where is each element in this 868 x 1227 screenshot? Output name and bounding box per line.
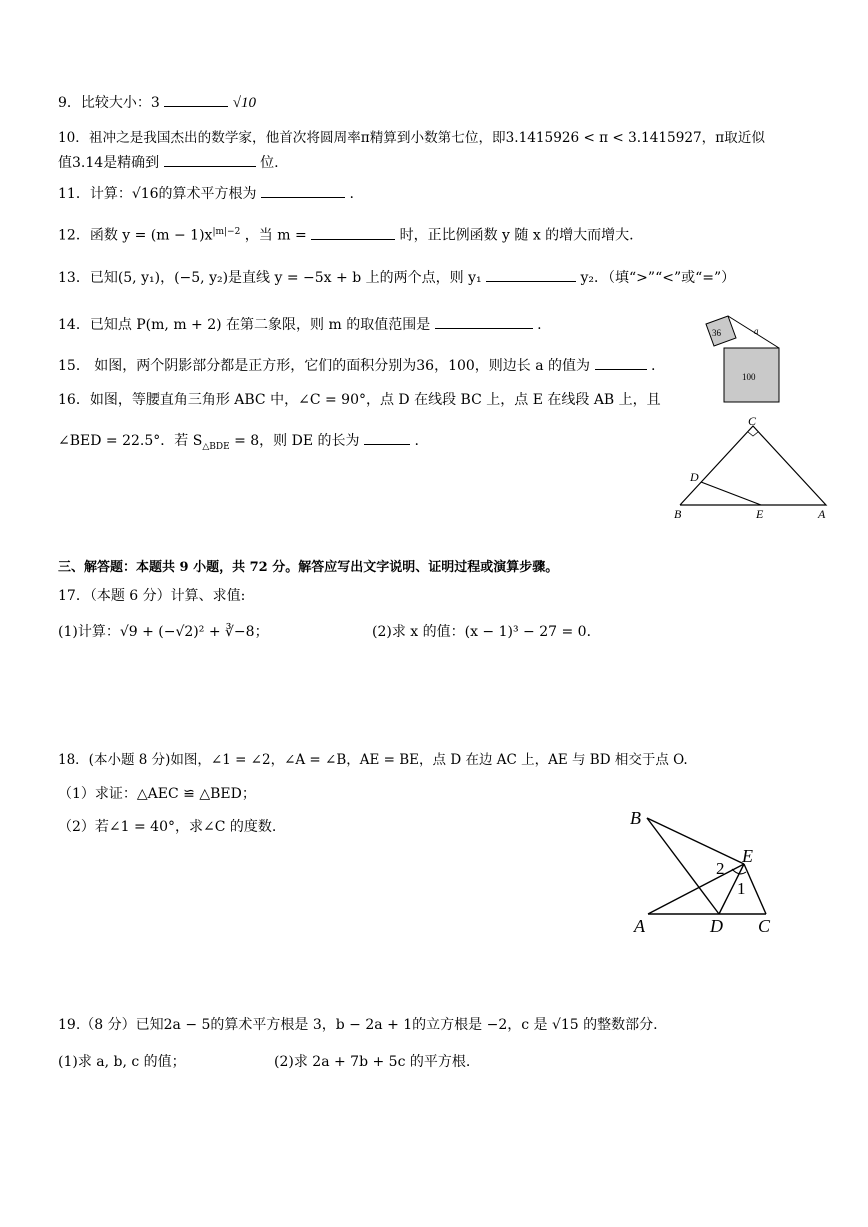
q12-blank[interactable] (311, 225, 395, 240)
q9-suffix: √10 (232, 95, 256, 111)
q16-end: . (414, 433, 419, 449)
q18-part2: （2）若∠1 = 40°，求∠C 的度数. (58, 819, 277, 835)
q10-blank[interactable] (164, 152, 256, 167)
q16-sub: △BDE (202, 441, 230, 452)
segment-de (701, 482, 761, 505)
right-angle-mark (748, 432, 758, 436)
q18-figure (626, 802, 786, 940)
segment-ae (648, 864, 744, 914)
q14-blank[interactable] (435, 314, 533, 329)
question-13 (58, 267, 735, 288)
triangle-abc (680, 426, 826, 505)
q19-title: 19.（8 分）已知2a − 5的算术平方根是 3，b − 2a + 1的立方根是 −2，c 是 √15 的整数部分. (58, 1017, 658, 1033)
label-a: A (818, 507, 826, 521)
label-100: 100 (742, 372, 756, 382)
q15-figure (696, 312, 786, 408)
q11-end: . (349, 186, 354, 202)
q14-text: 14．已知点 P(m, m + 2) 在第二象限，则 m 的取值范围是 (58, 317, 431, 333)
label-e: E (742, 846, 753, 866)
q10-line1: 10．祖冲之是我国杰出的数学家，他首次将圆周率π精算到小数第七位，即3.1415926 < π < 3.1415927，π取近似 (58, 130, 765, 146)
label-d: D (710, 916, 723, 936)
label-a: A (634, 916, 645, 936)
q15-text: 15． 如图，两个阴影部分都是正方形，它们的面积分别为36，100，则边长 a 的值为 (58, 358, 591, 374)
q16-figure (668, 414, 838, 522)
section-3-heading: 三、解答题：本题共 9 小题，共 72 分。解答应写出文字说明、证明过程或演算步骤。 (58, 560, 559, 575)
label-2: 2 (716, 859, 725, 878)
label-36: 36 (712, 328, 721, 338)
q13-blank[interactable] (486, 267, 576, 282)
segment-bd (647, 818, 719, 914)
q11-text: 11．计算：√16的算术平方根为 (58, 186, 257, 202)
q12-text-b: ，当 m = (244, 227, 307, 244)
label-e: E (756, 507, 764, 521)
question-15 (58, 355, 655, 376)
q11-blank[interactable] (261, 183, 345, 198)
q13-end: y₂．（填“>”“<”或“=”） (580, 270, 736, 286)
q16-line1: 16．如图，等腰直角三角形 ABC 中，∠C = 90°，点 D 在线段 BC 上，点 E 在线段 AB 上，且 (58, 392, 661, 408)
q12-text-c: 时，正比例函数 y 随 x 的增大而增大. (399, 227, 634, 244)
q13-text: 13．已知(5, y₁)，(−5, y₂)是直线 y = −5x + b 上的两个点，则 y₁ (58, 270, 482, 286)
label-a: a (754, 326, 759, 336)
question-14 (58, 314, 542, 335)
q15-end: . (650, 358, 656, 374)
q10-text: 值3.14是精确到 (58, 155, 160, 171)
q19-part1: (1)求 a, b, c 的值； (58, 1054, 186, 1070)
q9-blank[interactable] (164, 92, 228, 107)
label-c: C (748, 414, 757, 428)
q16-text: ∠BED = 22.5°．若 S (58, 433, 203, 449)
label-d: D (690, 470, 699, 484)
segment-be (647, 818, 744, 864)
q16-blank[interactable] (364, 430, 410, 445)
small-square (706, 316, 736, 346)
q9-prefix: 9．比较大小：3 (58, 95, 160, 111)
question-16-line2 (58, 430, 419, 457)
label-b: B (630, 808, 641, 828)
label-1: 1 (737, 879, 746, 898)
q15-blank[interactable] (595, 355, 647, 370)
question-11 (58, 183, 354, 204)
q17-part2: (2)求 x 的值：(x − 1)³ − 27 = 0． (372, 624, 601, 640)
question-10-line2 (58, 152, 279, 173)
q10-end: 位. (260, 155, 279, 171)
q12-text: 12．函数 y = (m − 1)x (58, 227, 213, 244)
question-12 (58, 222, 634, 246)
question-9 (58, 92, 256, 113)
q18-part1: （1）求证：△AEC ≌ △BED； (58, 786, 256, 802)
q17-title: 17．（本题 6 分）计算、求值: (58, 588, 246, 604)
q18-title: 18．(本小题 8 分)如图，∠1 = ∠2，∠A = ∠B，AE = BE，点 D 在边 AC 上，AE 与 BD 相交于点 O. (58, 752, 688, 768)
q17-part1: (1)计算：√9 + (−√2)² + ∛−8； (58, 624, 269, 640)
segment-ec (744, 864, 766, 914)
label-b: B (674, 507, 682, 521)
q12-exponent: |m|−2 (212, 227, 241, 237)
q19-part2: (2)求 2a + 7b + 5c 的平方根. (274, 1054, 471, 1070)
q16-text-b: = 8，则 DE 的长为 (229, 433, 360, 449)
label-c: C (758, 916, 771, 936)
q14-end: . (537, 317, 542, 333)
